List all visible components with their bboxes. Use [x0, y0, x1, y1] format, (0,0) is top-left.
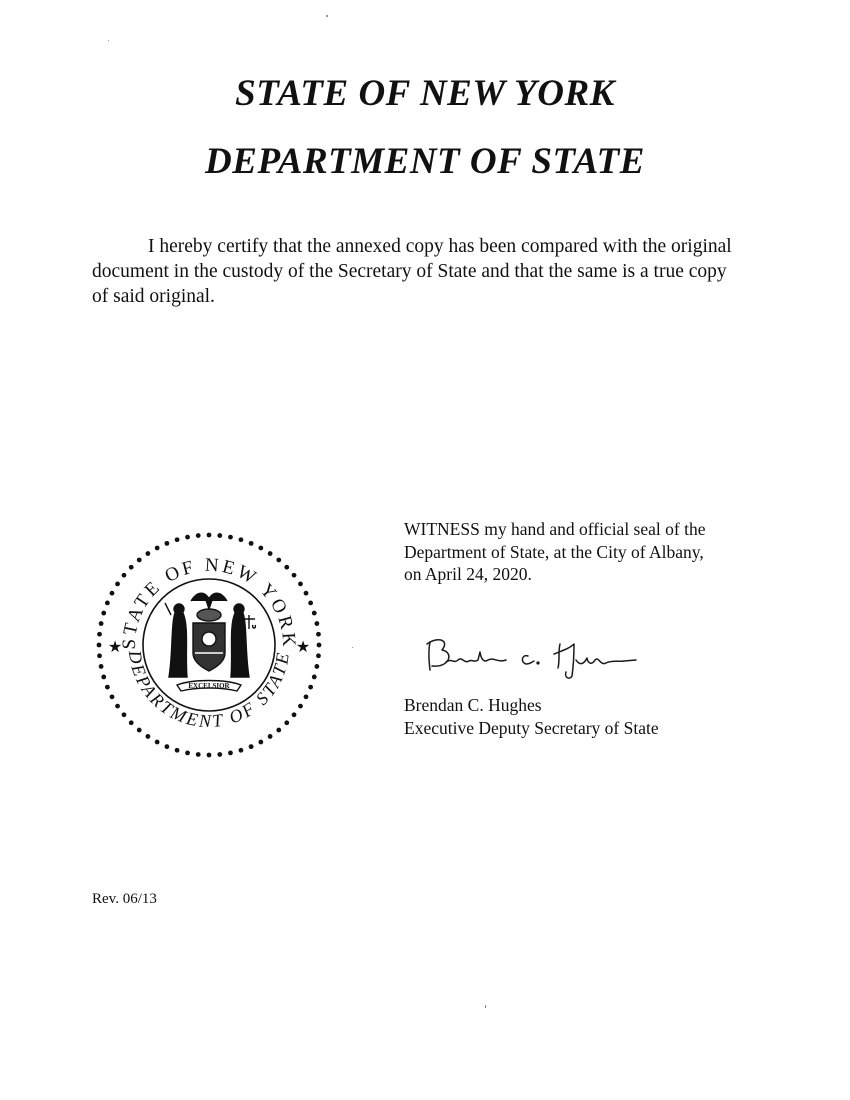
seal-border-dot: [298, 581, 303, 586]
svg-text:EXCELSIOR: EXCELSIOR: [188, 682, 230, 690]
seal-border-dot: [304, 591, 309, 596]
seal-border-dot: [175, 537, 180, 542]
seal-border-dot: [137, 728, 142, 733]
scan-speck: [326, 15, 328, 17]
seal-border-dot: [110, 694, 115, 699]
seal-border-dot: [276, 728, 281, 733]
seal-border-dot: [284, 565, 289, 570]
seal-border-dot: [122, 712, 127, 717]
seal-border-dot: [298, 704, 303, 709]
seal-border-dot: [308, 685, 313, 690]
signatory-name: Brendan C. Hughes: [404, 695, 542, 715]
seal-border-dot: [207, 533, 212, 538]
signatory-title: Executive Deputy Secretary of State: [404, 717, 659, 738]
seal-border-dot: [105, 601, 110, 606]
seal-border-dot: [101, 611, 106, 616]
witness-line: Department of State, at the City of Albany,: [404, 541, 704, 562]
seal-border-dot: [97, 643, 102, 648]
certification-paragraph: [92, 234, 742, 309]
svg-text:★: ★: [295, 637, 311, 656]
seal-border-dot: [228, 535, 233, 540]
certification-text: I hereby certify that the annexed copy has been compared with the original document in the custody of the Secretary of State and that the same is a true copy of said original.: [92, 236, 732, 307]
seal-border-dot: [239, 748, 244, 753]
seal-border-dot: [292, 712, 297, 717]
signatory-block: [404, 694, 764, 739]
seal-border-dot: [145, 551, 150, 556]
seal-border-dot: [165, 541, 170, 546]
seal-border-dot: [196, 533, 201, 538]
seal-border-dot: [316, 653, 321, 658]
seal-border-dot: [268, 734, 273, 739]
seal-border-dot: [185, 750, 190, 755]
seal-border-dot: [101, 675, 106, 680]
seal-border-dot: [115, 704, 120, 709]
svg-text:DEPARTMENT OF STATE: DEPARTMENT OF STATE: [124, 649, 294, 732]
seal-border-dot: [207, 753, 212, 758]
official-seal: [93, 529, 325, 761]
seal-border-dot: [165, 744, 170, 749]
handwritten-signature: [424, 632, 639, 682]
document-subtitle: DEPARTMENT OF STATE: [205, 141, 645, 182]
seal-border-dot: [115, 581, 120, 586]
revision-label: Rev. 06/13: [92, 891, 157, 907]
seal-border-dot: [284, 720, 289, 725]
seal-border-dot: [258, 546, 263, 551]
seal-border-dot: [316, 632, 321, 637]
seal-border-dot: [239, 537, 244, 542]
seal-border-dot: [97, 653, 102, 658]
seal-border-dot: [312, 611, 317, 616]
witness-line: WITNESS my hand and official seal of the: [404, 519, 706, 539]
seal-border-dot: [155, 740, 160, 745]
document-title: STATE OF NEW YORK: [235, 73, 615, 114]
seal-border-dot: [217, 533, 222, 538]
scan-speck: [352, 647, 353, 648]
seal-border-dot: [308, 601, 313, 606]
svg-text:★: ★: [107, 637, 123, 656]
seal-border-dot: [217, 752, 222, 757]
seal-border-dot: [268, 551, 273, 556]
seal-border-dot: [258, 740, 263, 745]
seal-border-dot: [276, 558, 281, 563]
witness-line: on April 24, 2020.: [404, 564, 532, 584]
seal-border-dot: [249, 744, 254, 749]
seal-border-dot: [314, 664, 319, 669]
seal-border-dot: [129, 720, 134, 725]
seal-border-dot: [145, 734, 150, 739]
scan-speck: [108, 40, 109, 41]
seal-border-dot: [110, 591, 115, 596]
seal-border-dot: [129, 565, 134, 570]
seal-border-dot: [137, 558, 142, 563]
seal-border-dot: [312, 675, 317, 680]
seal-border-dot: [317, 643, 322, 648]
witness-statement: [404, 518, 764, 586]
seal-border-dot: [99, 621, 104, 626]
seal-border-dot: [292, 573, 297, 578]
seal-border-dot: [122, 573, 127, 578]
seal-border-dot: [155, 546, 160, 551]
scan-speck: [485, 1005, 486, 1008]
seal-border-dot: [105, 685, 110, 690]
seal-border-dot: [99, 664, 104, 669]
seal-border-dot: [228, 750, 233, 755]
seal-border-dot: [175, 748, 180, 753]
seal-border-dot: [196, 752, 201, 757]
seal-border-dot: [314, 621, 319, 626]
seal-border-dot: [249, 541, 254, 546]
seal-border-dot: [304, 694, 309, 699]
seal-border-dot: [185, 535, 190, 540]
seal-border-dot: [97, 632, 102, 637]
svg-text:STATE OF NEW YORK: STATE OF NEW YORK: [118, 554, 300, 650]
